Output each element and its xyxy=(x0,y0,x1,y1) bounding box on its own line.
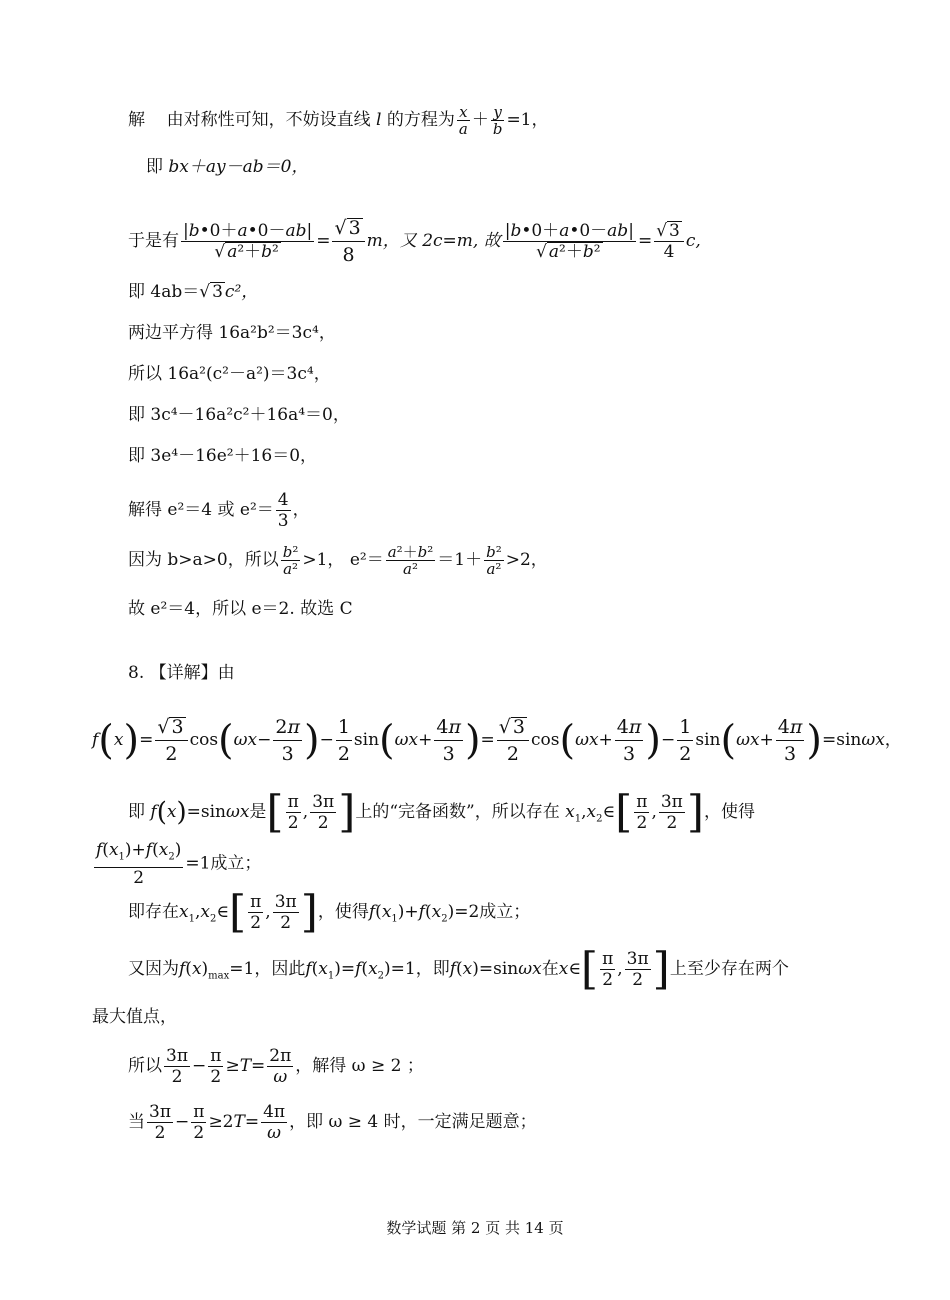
line1-eq-tail: =1， xyxy=(506,110,549,130)
line9-text: 解得 e²＝4 或 e²＝ xyxy=(128,500,274,520)
distance-fraction-2: $\frac{|b•0+a•0-ab|}{\text{√ a²＋b²}}$ xyxy=(504,221,634,262)
section-8-equation: f(x)= $\frac{√ 3}{2}$ cos(ωx− $\frac{2\pi}{3}$ )− $\frac{1}{2}$ sin(ωx+ $\frac{4\pi}{3}$ )= $\frac{√ 3}{2}$ cos(ωx+ $\frac{4\pi}{3}$ )− $\frac{1}{2}$ sin(ωx+ $\frac{4\pi}{3}$ )=sinωx， xyxy=(92,716,902,765)
section-8-line-2: 即 f(x)=sinωx是[ $\frac{\pi}{2}$ , $\frac{3\pi}{2}$ ]上的“完备函数”，所以存在 $x_1,x_2\in$[ $\frac{\pi}{2}$ , $\frac{3\pi}{2}$ ]，使得 xyxy=(128,786,756,838)
line4-text: 即 4ab＝ xyxy=(128,282,200,302)
section-8-line-7: 所以 $\frac{3\pi}{2}$ − $\frac{\pi}{2}$ ≥T= $\frac{2\pi}{\omega}$ ，解得 ω ≥ 2 ； xyxy=(128,1046,424,1087)
solution-line-9 xyxy=(128,490,310,531)
distance-fraction-1: $\frac{|b•0+a•0-ab|}{\text{√ a²＋b²}}$ xyxy=(183,221,313,262)
s8l5-pre: 又因为 xyxy=(128,959,179,979)
s8l3-tail: =1成立； xyxy=(185,853,262,874)
solution-line-3: 于是有 $\frac{|b•0+a•0-ab|}{\text{√ a²＋b²}}$ = $\frac{√ 3}{8}$ m，又 2c=m, 故 $\frac{|b•0+a•0-ab|}{\text{√ a²＋b²}}$ = $\frac{√ 3}{4}$ c, xyxy=(128,217,701,266)
a2b2-over-a2: $\frac{\text{a²＋b²}}{\text{a²}}$ xyxy=(387,543,434,578)
section-8-line-6: 最大值点， xyxy=(92,1007,177,1027)
b2-over-a2-2: $\frac{\text{b²}}{\text{a²}}$ xyxy=(486,543,502,578)
section-8-line-8: 当 $\frac{3\pi}{2}$ − $\frac{\pi}{2}$ ≥2T= $\frac{4\pi}{\omega}$ ，即 ω ≥ 4 时，一定满足题意； xyxy=(128,1102,537,1143)
line2-equation: bx＋ay－ab＝0， xyxy=(168,157,309,177)
s8l2-post2: ，使得 xyxy=(704,802,756,822)
s8l4-pre: 即存在 xyxy=(128,902,179,922)
solution-line-5: 两边平方得 16a²b²＝3c⁴， xyxy=(128,323,336,343)
line3-tail: c, xyxy=(685,231,701,251)
line2-text: 即 xyxy=(146,157,163,177)
line3-text: 于是有 xyxy=(128,231,179,251)
line9-tail: ， xyxy=(292,500,310,520)
s8l5-mid2: ，即 xyxy=(415,959,450,979)
solution-line-4: 即 4ab＝√ 3 c²， xyxy=(128,282,259,302)
b2-over-a2-1: $\frac{\text{b²}}{\text{a²}}$ xyxy=(282,543,299,578)
line4-tail: c²， xyxy=(224,282,259,302)
line1-text: 由对称性可知，不妨设直线 xyxy=(166,110,371,130)
s8l7-tail: ，解得 ω ≥ 2 ； xyxy=(295,1056,424,1076)
solution-line-7: 即 3c⁴－16a²c²＋16a⁴＝0， xyxy=(128,405,350,425)
solution-line-1: 解 由对称性可知，不妨设直线 l 的方程为 $\frac{x}{a}$ ＋ $\frac{y}{b}$ =1， xyxy=(128,103,549,138)
sqrt3-over-4: $\frac{√ 3}{4}$ xyxy=(654,221,684,262)
fraction-y-over-b: $\frac{y}{b}$ xyxy=(492,103,503,138)
line10-gt2: >2， xyxy=(505,550,548,570)
solution-line-2 xyxy=(146,156,308,178)
sqrt3-over-8: $\frac{√ 3}{8}$ xyxy=(332,215,364,268)
s8l5-mid: ，因此 xyxy=(254,959,306,979)
s8l7-pre: 所以 xyxy=(128,1056,162,1076)
section-8-line-4: 即存在$x_1,x_2\in$[ $\frac{\pi}{2}$ , $\frac{3\pi}{2}$ ]，使得$f(x_1)+f(x_2)=2$成立； xyxy=(128,886,531,938)
solution-head: 解 xyxy=(128,110,145,130)
solution-line-11: 故 e²＝4，所以 e＝2. 故选 C xyxy=(128,599,353,619)
line3-mid: m，又 2c=m, 故 xyxy=(366,231,501,251)
s8l8-tail: ，即 ω ≥ 4 时，一定满足题意； xyxy=(289,1112,537,1132)
s8l8-pre: 当 xyxy=(128,1112,145,1132)
line10-eq1: ＝1＋ xyxy=(437,550,483,570)
s8l4-mid: ，使得 xyxy=(317,902,369,922)
section-8-title: 8. 【详解】由 xyxy=(128,663,235,683)
solution-line-8: 即 3e⁴－16e²＋16＝0， xyxy=(128,446,318,466)
fraction-x-over-a: $\frac{x}{a}$ xyxy=(458,103,468,138)
s8l5-mid3: 在 xyxy=(541,959,559,979)
section-8-line-3: $\frac{f(x_1)+f(x_2)}{2}$ =1成立； xyxy=(96,840,262,889)
line10-text: 因为 b>a>0，所以 xyxy=(128,550,279,570)
s8l5-tail: 上至少存在两个 xyxy=(669,959,789,979)
solution-line-10 xyxy=(128,544,548,577)
solution-line-6: 所以 16a²(c²－a²)＝3c⁴， xyxy=(128,364,331,384)
s8l2-mid: 是 xyxy=(249,802,267,822)
s8l2-post: 上的“完备函数”，所以存在 xyxy=(355,802,560,822)
line10-gt1: >1， e²＝ xyxy=(302,550,384,570)
section-8-line-5: 又因为$f(x)_{max}=1$，因此$f(x_1)=f(x_2)=1$，即f(x)=sinωx在x∈[ $\frac{\pi}{2}$ , $\frac{3\pi}{2}$ ]上至少存在两个 xyxy=(128,943,789,995)
s8l2-pre: 即 xyxy=(128,802,145,822)
line1-text2: 的方程为 xyxy=(386,110,455,130)
s8l4-tail: 成立； xyxy=(479,902,531,922)
line-symbol: l xyxy=(376,110,382,130)
four-thirds: $\frac{4}{3}$ xyxy=(277,490,289,531)
page-footer: 数学试题 第 2 页 共 14 页 xyxy=(386,1219,564,1237)
s8-eq-tail: ， xyxy=(884,730,902,750)
